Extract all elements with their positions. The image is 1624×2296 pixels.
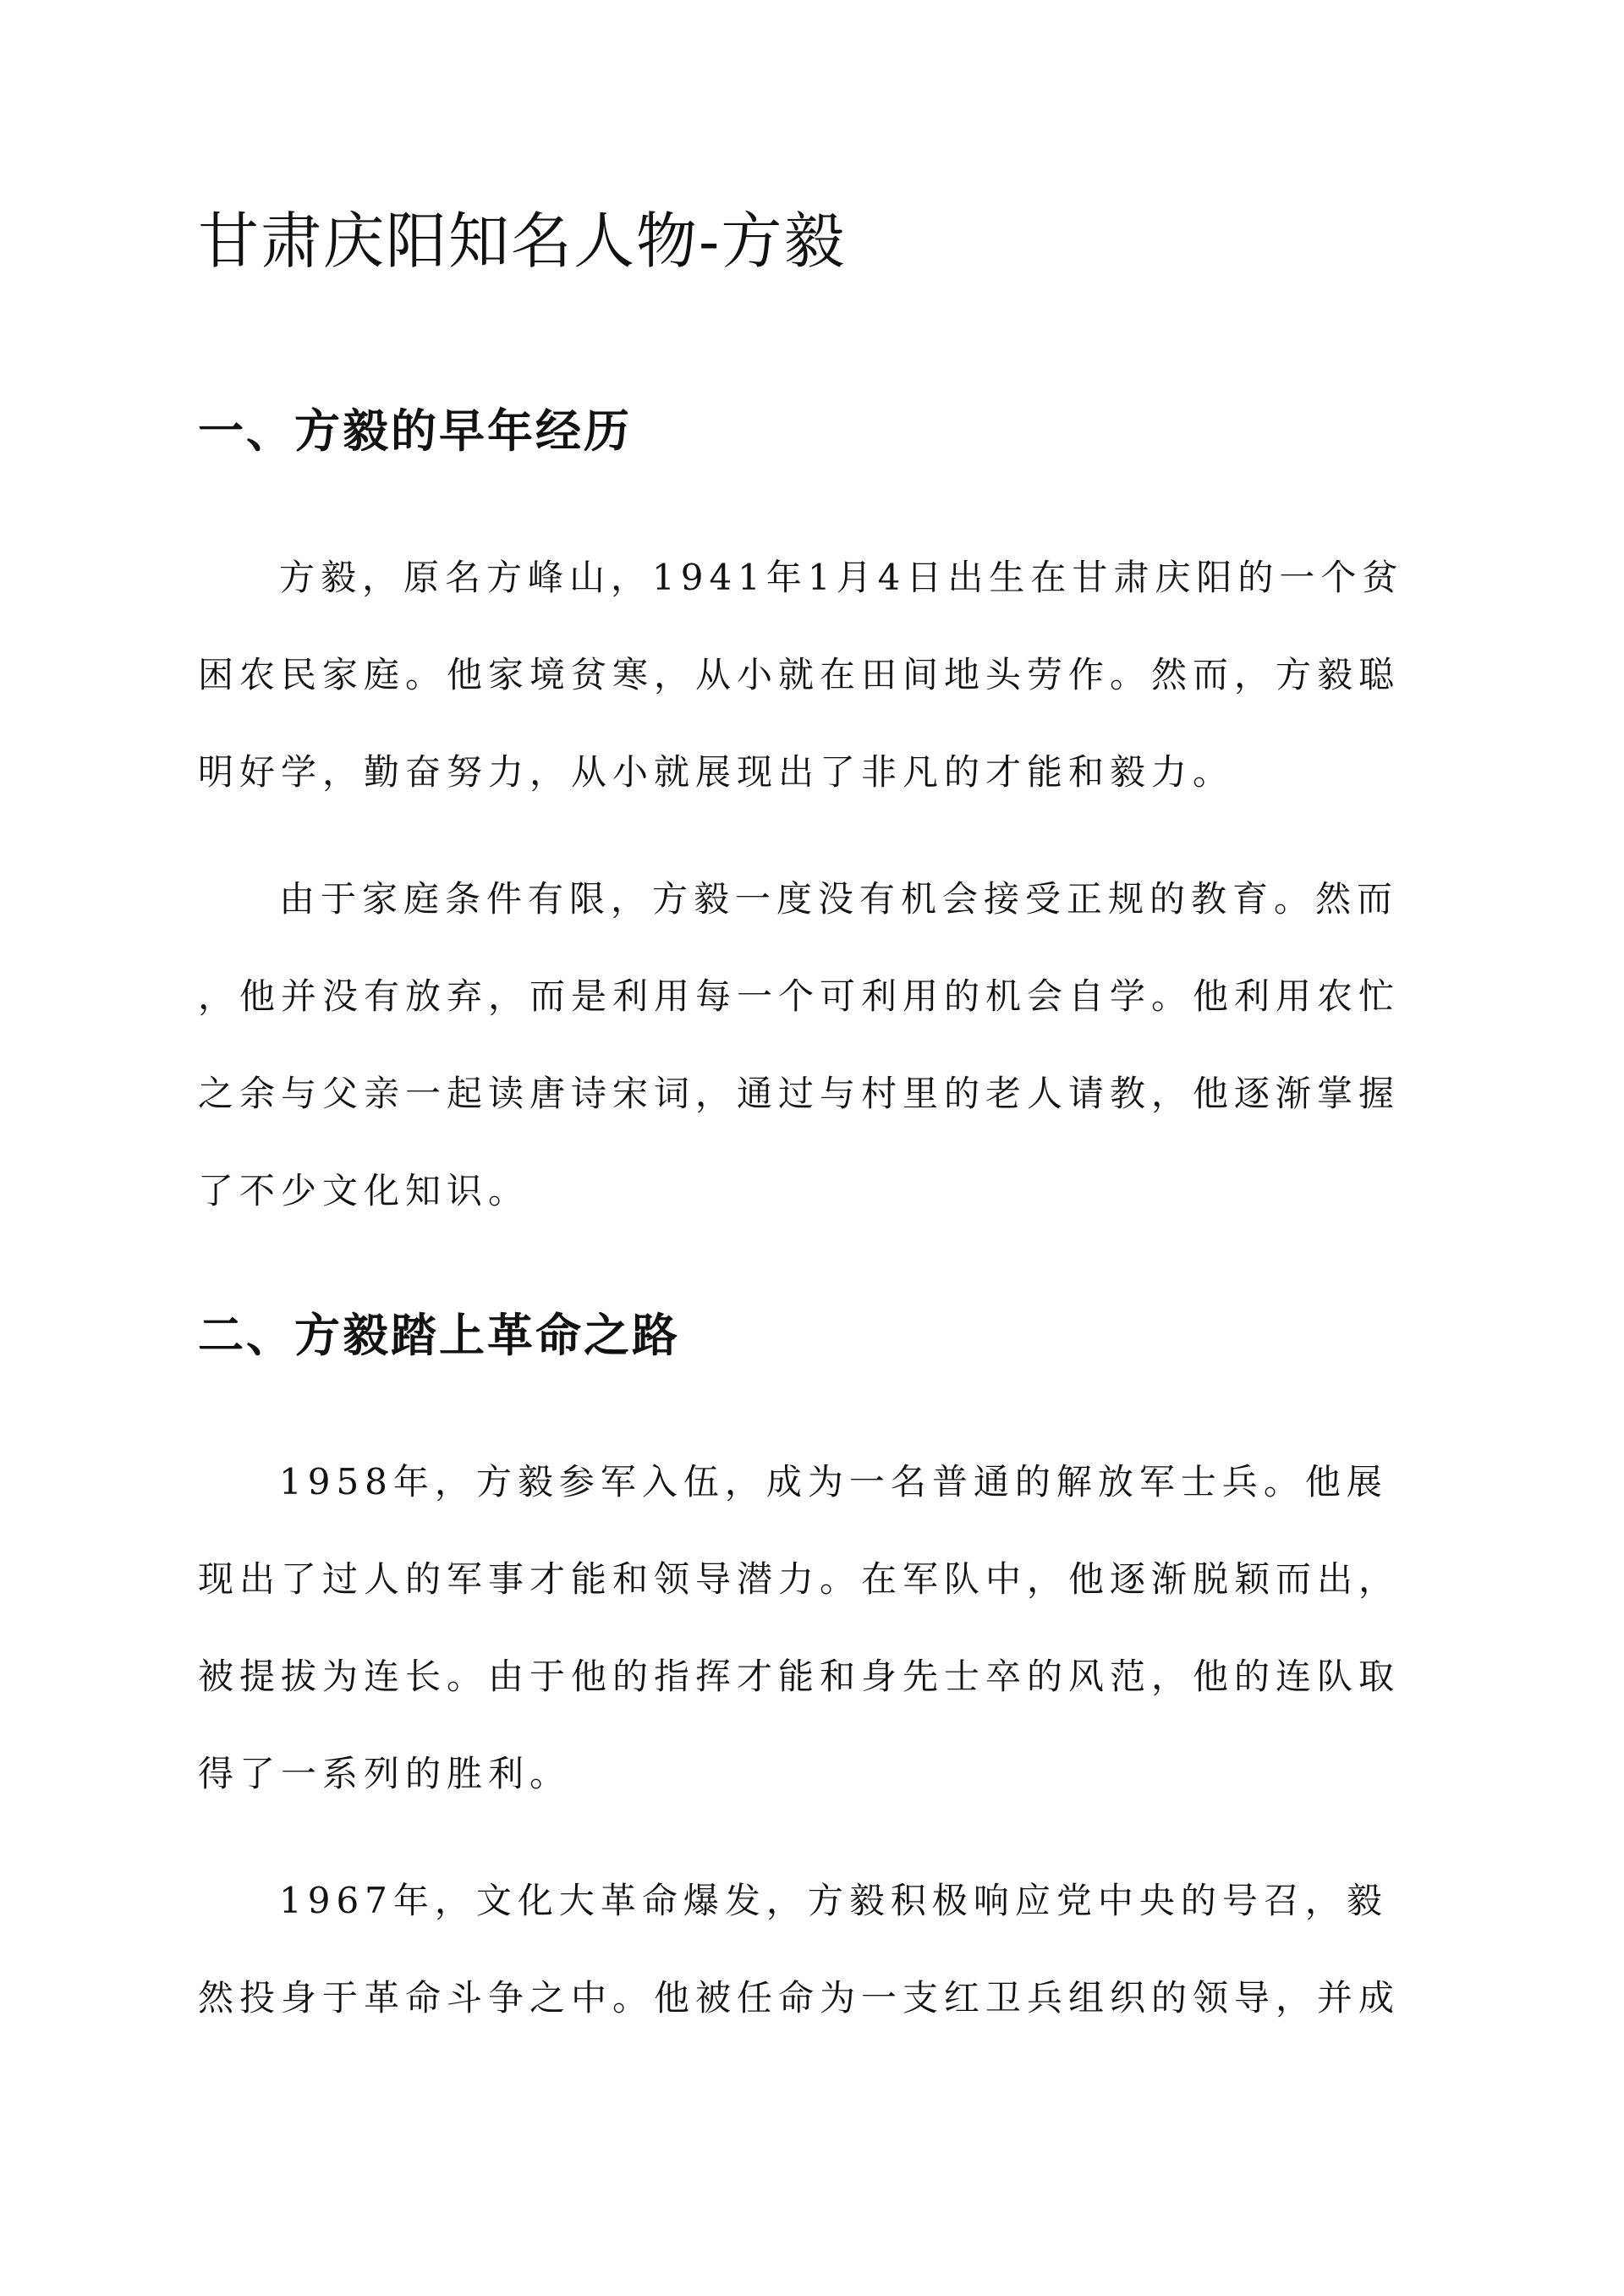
paragraph-line: 然投身于革命斗争之中。他被任命为一支红卫兵组织的领导，并成	[198, 1977, 1401, 2019]
paragraph-line: 现出了过人的军事才能和领导潜力。在军队中，他逐渐脱颖而出，	[198, 1558, 1401, 1600]
paragraph-line: 得了一系列的胜利。	[198, 1753, 572, 1794]
paragraph-line: 被提拔为连长。由于他的指挥才能和身先士卒的风范，他的连队取	[198, 1656, 1401, 1697]
paragraph-line: 困农民家庭。他家境贫寒，从小就在田间地头劳作。然而，方毅聪	[198, 654, 1401, 695]
paragraph-line: 方毅，原名方峰山，1941年1月4日出生在甘肃庆阳的一个贫	[279, 557, 1404, 598]
paragraph	[198, 1433, 1429, 1822]
paragraph-line: 1958年，方毅参军入伍，成为一名普通的解放军士兵。他展	[279, 1461, 1388, 1502]
document-title: 甘肃庆阳知名人物-方毅	[198, 206, 847, 277]
paragraph	[198, 529, 1429, 821]
paragraph	[198, 1852, 1429, 2046]
paragraph-line: 1967年，文化大革命爆发，方毅积极响应党中央的号召，毅	[279, 1880, 1388, 1921]
paragraph-line: 之余与父亲一起读唐诗宋词，通过与村里的老人请教，他逐渐掌握	[198, 1073, 1401, 1114]
paragraph	[198, 850, 1429, 1239]
paragraph-line: ，他并没有放弃，而是利用每一个可利用的机会自学。他利用农忙	[198, 975, 1401, 1017]
section-heading-early-life: 一、方毅的早年经历	[198, 404, 632, 458]
paragraph-line: 明好学，勤奋努力，从小就展现出了非凡的才能和毅力。	[198, 751, 1235, 793]
section-heading-revolution: 二、方毅踏上革命之路	[198, 1308, 680, 1362]
paragraph-line: 了不少文化知识。	[198, 1170, 530, 1211]
paragraph-line: 由于家庭条件有限，方毅一度没有机会接受正规的教育。然而	[279, 878, 1399, 920]
